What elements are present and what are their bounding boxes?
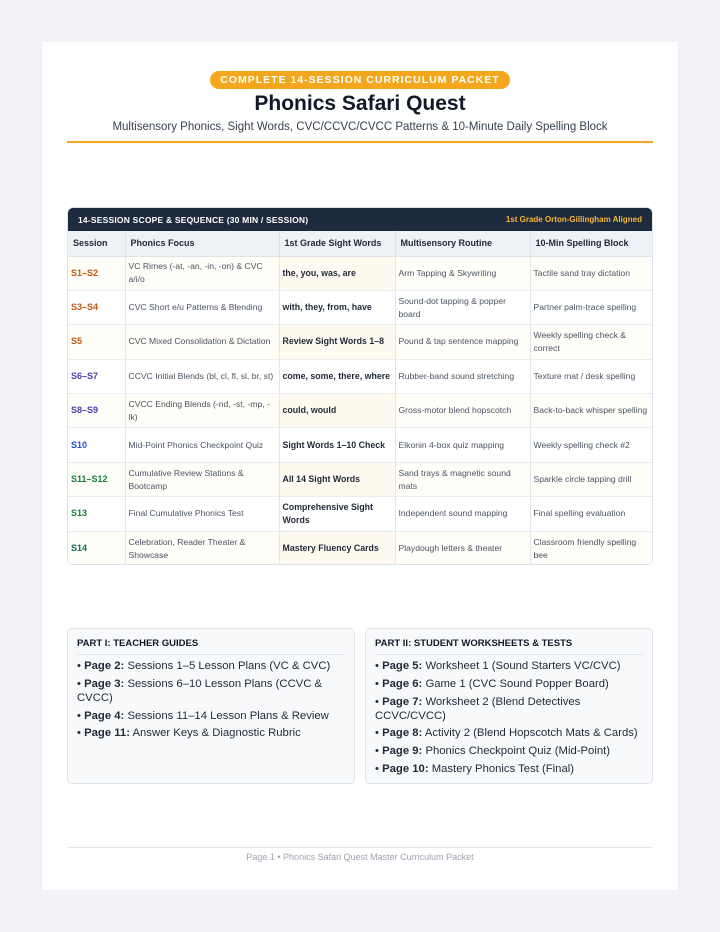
table-heading: 14-SESSION SCOPE & SEQUENCE (30 MIN / SESSION): [78, 214, 309, 225]
phonics-focus-cell: CVC Short e/u Patterns & Blending: [125, 290, 279, 324]
page-reference: Page 5:: [382, 660, 423, 672]
list-item: [77, 677, 345, 705]
page-reference: Page 7:: [382, 695, 423, 708]
table-row: [68, 497, 653, 531]
spelling-block-cell: Texture mat / desk spelling: [530, 359, 653, 393]
session-cell: S14: [68, 531, 125, 565]
sessions-table: [68, 231, 653, 565]
table-row: [68, 462, 653, 496]
bullet-icon: •: [375, 695, 379, 708]
table-alignment-note: 1st Grade Orton-Gillingham Aligned: [505, 215, 642, 224]
routine-cell: Playdough letters & theater: [395, 531, 530, 565]
student-worksheets-list: [375, 659, 643, 776]
routine-cell: Sand trays & magnetic sound mats: [395, 462, 530, 496]
spelling-block-cell: Weekly spelling check & correct: [530, 325, 653, 359]
item-description: Sessions 6–10 Lesson Plans (CCVC & CVCC): [77, 677, 323, 704]
packet-banner: COMPLETE 14-SESSION CURRICULUM PACKET: [210, 71, 510, 89]
page-reference: Page 9:: [382, 745, 423, 758]
page-reference: Page 10:: [382, 762, 429, 775]
teacher-guides-list: [77, 659, 345, 740]
spelling-block-cell: Classroom friendly spelling bee: [530, 531, 653, 565]
phonics-focus-cell: VC Rimes (-at, -an, -in, -on) & CVC a/i/o: [125, 256, 279, 290]
page-reference: Page 3:: [84, 677, 125, 690]
bullet-icon: •: [375, 677, 379, 690]
table-row: [68, 428, 653, 462]
routine-cell: Arm Tapping & Skywriting: [395, 256, 530, 290]
bullet-icon: •: [77, 660, 81, 672]
item-description: Worksheet 1 (Sound Starters VC/CVC): [425, 660, 621, 672]
routine-cell: Pound & tap sentence mapping: [395, 325, 530, 359]
session-cell: S3–S4: [68, 290, 125, 324]
banner-wrap: [42, 70, 678, 89]
item-description: Phonics Checkpoint Quiz (Mid-Point): [425, 745, 611, 758]
spelling-block-cell: Tactile sand tray dictation: [530, 256, 653, 290]
table-row: [68, 394, 653, 428]
bullet-icon: •: [77, 727, 81, 740]
page-reference: Page 4:: [84, 709, 125, 722]
sight-words-cell: Mastery Fluency Cards: [279, 531, 395, 565]
teacher-guides-card: [67, 628, 355, 784]
routine-cell: Sound-dot tapping & popper board: [395, 290, 530, 324]
sight-words-cell: All 14 Sight Words: [279, 462, 395, 496]
page-reference: Page 6:: [382, 677, 423, 690]
bullet-icon: •: [77, 677, 81, 690]
table-row: [68, 359, 653, 393]
spelling-block-cell: Partner palm-trace spelling: [530, 290, 653, 324]
bullet-icon: •: [375, 745, 379, 758]
page-reference: Page 8:: [382, 727, 423, 740]
page-reference: Page 11:: [84, 727, 130, 740]
sight-words-cell: with, they, from, have: [279, 290, 395, 324]
table-row: [68, 325, 653, 359]
footer-divider: [67, 847, 653, 848]
table-heading-bar: [68, 208, 652, 231]
column-header: Multisensory Routine: [395, 231, 530, 256]
item-description: Worksheet 2 (Blend Detectives CCVC/CVCC): [375, 695, 581, 722]
table-row: [68, 256, 653, 290]
item-description: Activity 2 (Blend Hopscotch Mats & Cards): [424, 727, 638, 740]
phonics-focus-cell: Celebration, Reader Theater & Showcase: [125, 531, 279, 565]
list-item: [375, 726, 643, 740]
spelling-block-cell: Sparkle circle tapping drill: [530, 462, 653, 496]
phonics-focus-cell: Mid-Point Phonics Checkpoint Quiz: [125, 428, 279, 462]
session-cell: S13: [68, 497, 125, 531]
page-reference: Page 2:: [84, 660, 125, 672]
session-cell: S5: [68, 325, 125, 359]
column-header: 10-Min Spelling Block: [530, 231, 653, 256]
bullet-icon: •: [77, 709, 81, 722]
phonics-focus-cell: CVCC Ending Blends (-nd, -st, -mp, -lk): [125, 394, 279, 428]
session-cell: S10: [68, 428, 125, 462]
phonics-focus-cell: Final Cumulative Phonics Test: [125, 497, 279, 531]
column-header: Phonics Focus: [125, 231, 279, 256]
spelling-block-cell: Weekly spelling check #2: [530, 428, 653, 462]
list-item: [375, 744, 643, 758]
student-worksheets-card: [365, 628, 653, 784]
document-title: Phonics Safari Quest: [254, 92, 466, 115]
sight-words-cell: come, some, there, where: [279, 359, 395, 393]
phonics-focus-cell: CCVC Initial Blends (bl, cl, fl, sl, br, st): [125, 359, 279, 393]
phonics-focus-cell: Cumulative Review Stations & Bootcamp: [125, 462, 279, 496]
session-cell: S8–S9: [68, 394, 125, 428]
sight-words-cell: Sight Words 1–10 Check: [279, 428, 395, 462]
page-footer: Page 1 • Phonics Safari Quest Master Curriculum Packet: [246, 852, 474, 862]
bullet-icon: •: [375, 727, 379, 740]
table-header-row: [68, 231, 653, 256]
column-header: 1st Grade Sight Words: [279, 231, 395, 256]
list-item: [375, 695, 643, 723]
session-cell: S1–S2: [68, 256, 125, 290]
table-row: [68, 531, 653, 565]
routine-cell: Independent sound mapping: [395, 497, 530, 531]
session-cell: S6–S7: [68, 359, 125, 393]
sight-words-cell: Comprehensive Sight Words: [279, 497, 395, 531]
list-item: [375, 762, 643, 776]
title-divider: [67, 141, 653, 143]
item-description: Mastery Phonics Test (Final): [431, 762, 575, 775]
document-subtitle: Multisensory Phonics, Sight Words, CVC/CCVC/CVCC Patterns & 10-Minute Daily Spelling Block: [112, 121, 608, 133]
list-item: [375, 677, 643, 691]
routine-cell: Gross-motor blend hopscotch: [395, 394, 530, 428]
list-item: [375, 659, 643, 673]
table-row: [68, 290, 653, 324]
session-cell: S11–S12: [68, 462, 125, 496]
routine-cell: Rubber-band sound stretching: [395, 359, 530, 393]
item-description: Sessions 11–14 Lesson Plans & Review: [127, 709, 329, 722]
list-item: [77, 709, 345, 723]
sight-words-cell: the, you, was, are: [279, 256, 395, 290]
teacher-guides-heading: PART I: TEACHER GUIDES: [77, 638, 345, 655]
phonics-focus-cell: CVC Mixed Consolidation & Dictation: [125, 325, 279, 359]
item-description: Game 1 (CVC Sound Popper Board): [425, 677, 609, 690]
routine-cell: Elkonin 4-box quiz mapping: [395, 428, 530, 462]
bullet-icon: •: [375, 762, 379, 775]
sight-words-cell: could, would: [279, 394, 395, 428]
document-page: [42, 42, 678, 890]
spelling-block-cell: Final spelling evaluation: [530, 497, 653, 531]
list-item: [77, 659, 345, 673]
item-description: Answer Keys & Diagnostic Rubric: [132, 727, 301, 740]
item-description: Sessions 1–5 Lesson Plans (VC & CVC): [127, 660, 331, 672]
list-item: [77, 726, 345, 740]
spelling-block-cell: Back-to-back whisper spelling: [530, 394, 653, 428]
sight-words-cell: Review Sight Words 1–8: [279, 325, 395, 359]
scope-sequence-table: [67, 207, 653, 565]
bullet-icon: •: [375, 660, 379, 672]
student-worksheets-heading: PART II: STUDENT WORKSHEETS & TESTS: [375, 638, 643, 655]
column-header: Session: [68, 231, 125, 256]
